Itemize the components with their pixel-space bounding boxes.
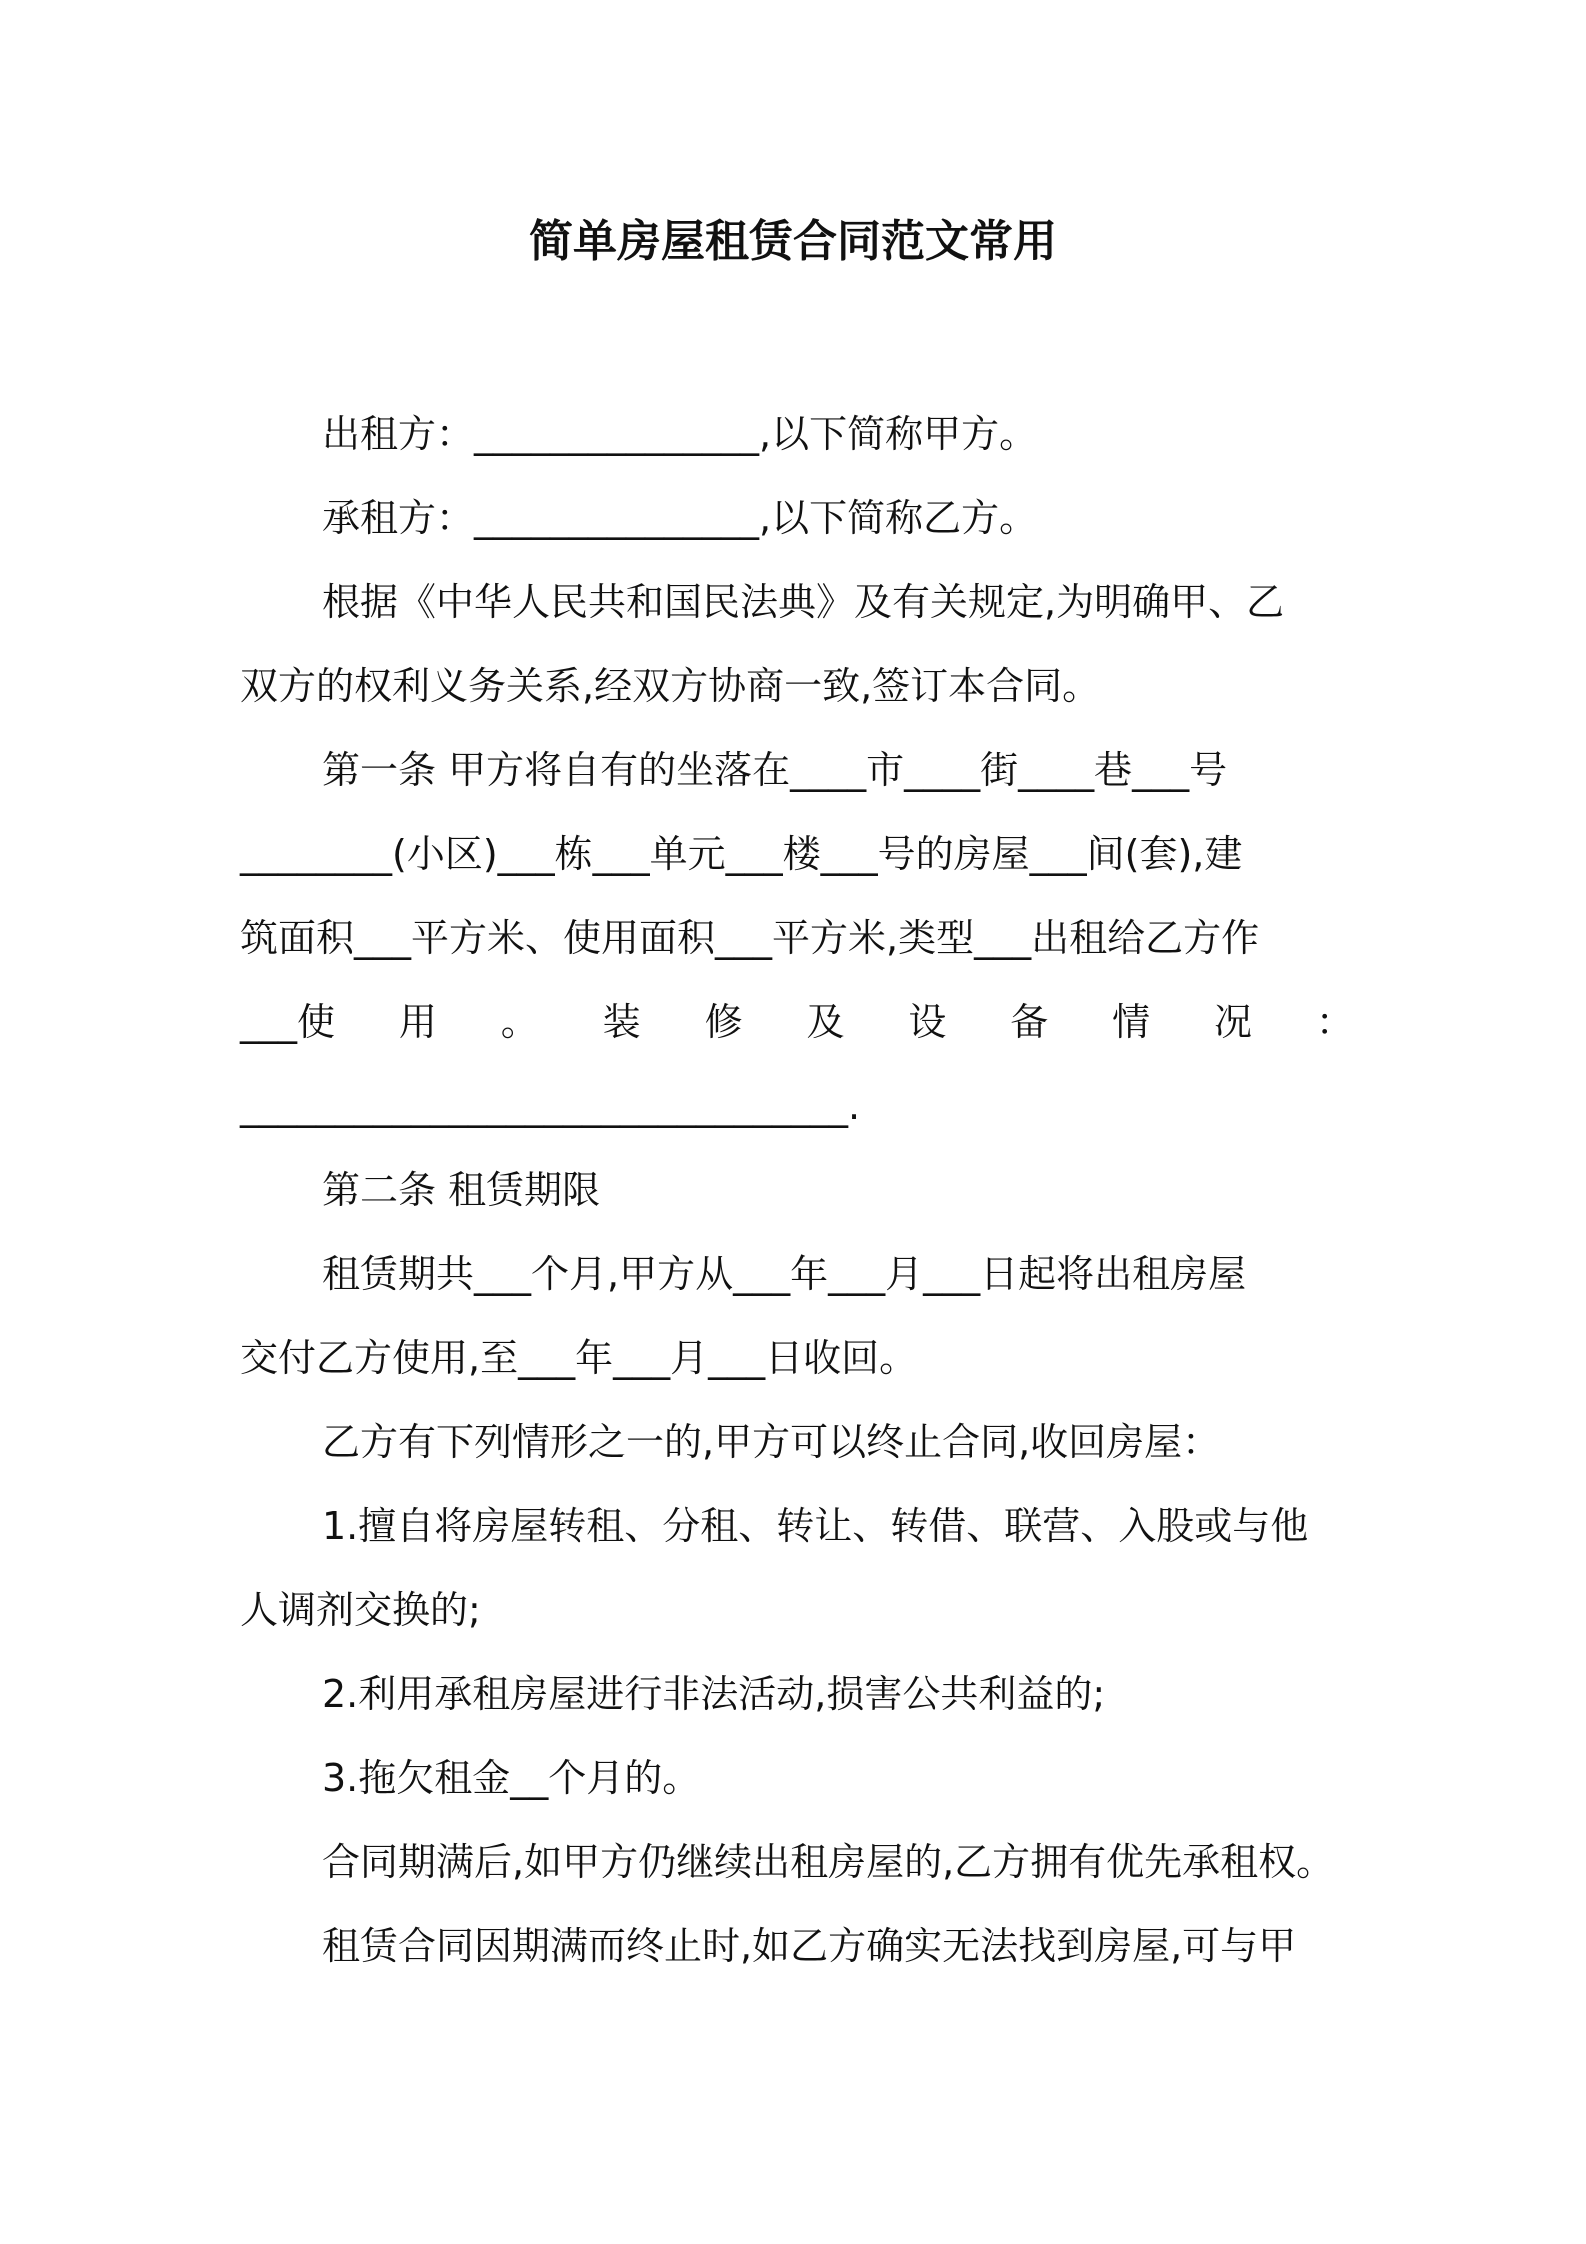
article-1-line-5: ________________________________. <box>240 1084 861 1128</box>
justified-word: ___使 <box>240 1000 336 1044</box>
article-2-heading: 第二条 租赁期限 <box>322 1168 601 1212</box>
preamble-line-2: 双方的权利义务关系,经双方协商一致,签订本合同。 <box>240 664 1101 708</box>
lessor-line: 出租方：_______________,以下简称甲方。 <box>322 412 1038 456</box>
termination-item-2: 2.利用承租房屋进行非法活动,损害公共利益的; <box>322 1672 1106 1716</box>
justified-word: 及 <box>806 1000 845 1044</box>
lease-term-line-1: 租赁期共___个月,甲方从___年___月___日起将出租房屋 <box>322 1252 1247 1296</box>
termination-item-1-line-1: 1.擅自将房屋转租、分租、转让、转借、联营、入股或与他 <box>322 1504 1309 1548</box>
lessee-line: 承租方：_______________,以下简称乙方。 <box>322 496 1038 540</box>
renewal-priority-line: 合同期满后,如甲方仍继续出租房屋的,乙方拥有优先承租权。 <box>322 1840 1335 1884</box>
justified-word: 况 <box>1214 1000 1253 1044</box>
article-1-line-1: 第一条 甲方将自有的坐落在____市____街____巷___号 <box>322 748 1228 792</box>
termination-item-3: 3.拖欠租金__个月的。 <box>322 1756 701 1800</box>
justified-word: 设 <box>908 1000 947 1044</box>
termination-item-1-line-2: 人调剂交换的; <box>240 1588 481 1632</box>
justified-word: 用 <box>398 1000 437 1044</box>
lease-term-line-2: 交付乙方使用,至___年___月___日收回。 <box>240 1336 918 1380</box>
article-1-line-2: ________(小区)___栋___单元___楼___号的房屋___间(套),建 <box>240 832 1243 876</box>
justified-word: ： <box>1315 1000 1354 1044</box>
preamble-line-1: 根据《中华人民共和国民法典》及有关规定,为明确甲、乙 <box>322 580 1285 624</box>
termination-intro: 乙方有下列情形之一的,甲方可以终止合同,收回房屋： <box>322 1420 1221 1464</box>
justified-word: 情 <box>1112 1000 1151 1044</box>
justified-word: 修 <box>704 1000 743 1044</box>
justified-word: 备 <box>1010 1000 1049 1044</box>
document-title: 简单房屋租赁合同范文常用 <box>529 216 1057 267</box>
expiry-clause-line: 租赁合同因期满而终止时,如乙方确实无法找到房屋,可与甲 <box>322 1924 1297 1968</box>
justified-word: 装 <box>602 1000 641 1044</box>
justified-word: 。 <box>500 1000 539 1044</box>
article-1-line-3: 筑面积___平方米、使用面积___平方米,类型___出租给乙方作 <box>240 916 1260 960</box>
article-1-line-4 <box>240 994 1354 1050</box>
